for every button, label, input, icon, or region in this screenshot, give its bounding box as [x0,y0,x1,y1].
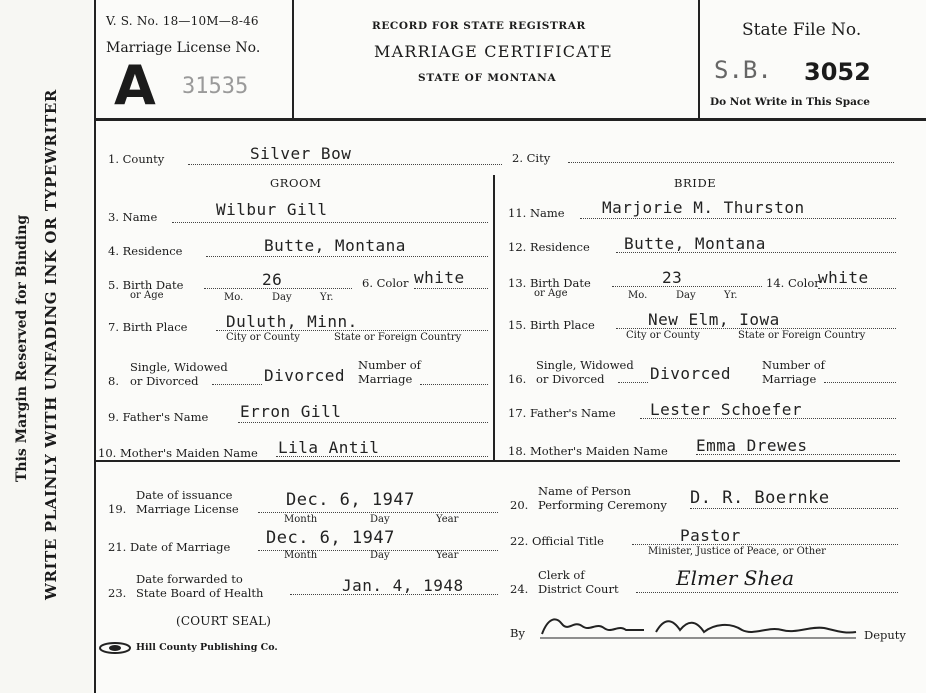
bride-residence-label: 12. Residence [508,240,590,254]
bride-residence: Butte, Montana [624,234,766,253]
groom-num-marriage-2: Marriage [358,372,413,386]
groom-swd: Divorced [264,366,346,385]
bride-yr: Yr. [724,290,738,301]
official-title-label: 22. Official Title [510,534,604,548]
groom-birth-label: 5. Birth Date [108,278,184,292]
bride-mo: Mo. [628,290,648,301]
forwarded-label-1: Date forwarded to [136,572,243,586]
by-label: By [510,626,525,640]
issuance-day: Day [370,514,390,525]
bride-swd-num: 16. [508,372,527,386]
section-divider [94,460,900,462]
header-divider-left [292,0,294,118]
center-divider [493,175,495,460]
clerk-name: Elmer Shea [676,566,795,590]
clerk-label-1: Clerk of [538,568,585,582]
groom-day: Day [272,292,292,303]
bride-birthplace-label: 15. Birth Place [508,318,595,332]
issuance-num: 19. [108,502,127,516]
vs-number: V. S. No. 18—10M—8-46 [106,14,259,28]
official-title: Pastor [680,526,741,545]
deputy-label: Deputy [864,628,906,642]
issuance-date: Dec. 6, 1947 [286,490,415,510]
groom-father: Erron Gill [240,402,342,421]
bride-father-label: 17. Father's Name [508,406,616,420]
groom-father-label: 9. Father's Name [108,410,209,424]
groom-name-label: 3. Name [108,210,158,224]
groom-yr: Yr. [320,292,334,303]
state-label: STATE OF MONTANA [418,72,557,84]
groom-heading: GROOM [270,176,322,190]
record-for-label: RECORD FOR STATE REGISTRAR [372,20,586,32]
bride-birthplace: New Elm, Iowa [648,310,780,329]
bride-city-county: City or County [626,330,700,341]
bride-num-marriage-1: Number of [762,358,825,372]
performer-num: 20. [510,498,529,512]
groom-residence: Butte, Montana [264,236,406,255]
bride-swd: Divorced [650,364,732,383]
license-letter: A [114,54,156,117]
performer-label-2: Performing Ceremony [538,498,667,512]
county-label: 1. County [108,152,165,166]
issuance-label-2: Marriage License [136,502,239,516]
bride-day: Day [676,290,696,301]
issuance-label-1: Date of issuance [136,488,233,502]
groom-color-label: 6. Color [362,276,409,290]
groom-color: white [414,268,465,287]
license-number: 31535 [182,74,249,99]
state-file-prefix: S.B. [714,56,772,84]
bride-state-country: State or Foreign Country [738,330,866,341]
groom-swd-label-2: or Divorced [130,374,199,388]
left-border [94,0,96,693]
marriage-date-label: 21. Date of Marriage [108,540,231,554]
groom-or-age: or Age [130,290,164,301]
license-label: Marriage License No. [106,40,261,56]
county-value: Silver Bow [250,144,352,163]
publisher-logo-icon [98,641,132,655]
court-seal-label: (COURT SEAL) [176,614,272,628]
publisher-mark [98,640,132,659]
instructions-text: WRITE PLAINLY WITH UNFADING INK OR TYPEWRITER [42,89,60,600]
marriage-day: Day [370,550,390,561]
groom-mother: Lila Antil [278,438,380,457]
groom-name: Wilbur Gill [216,200,328,219]
clerk-label-2: District Court [538,582,619,596]
state-file-number: 3052 [804,58,871,86]
groom-birth-value: 26 [262,270,283,289]
state-file-label: State File No. [742,20,862,40]
bride-num-marriage-2: Marriage [762,372,817,386]
marriage-year: Year [436,550,459,561]
bride-father: Lester Schoefer [650,400,802,419]
groom-swd-num: 8. [108,374,119,388]
deputy-signature [534,612,864,642]
certificate-title: MARRIAGE CERTIFICATE [374,42,613,61]
issuance-month: Month [284,514,318,525]
forwarded-label-2: State Board of Health [136,586,264,600]
issuance-year: Year [436,514,459,525]
forwarded-num: 23. [108,586,127,600]
bride-mother: Emma Drewes [696,436,808,455]
groom-mother-label: 10. Mother's Maiden Name [98,446,258,460]
bride-birth-value: 23 [662,268,683,287]
groom-birthplace-label: 7. Birth Place [108,320,188,334]
groom-num-marriage-1: Number of [358,358,421,372]
groom-mo: Mo. [224,292,244,303]
header-bottom-line [94,118,926,121]
performer-name: D. R. Boernke [690,488,830,508]
groom-residence-label: 4. Residence [108,244,183,258]
bride-birth-label: 13. Birth Date [508,276,591,290]
bride-swd-label-2: or Divorced [536,372,605,386]
binding-margin-text: This Margin Reserved for Binding [14,214,30,482]
bride-color-label: 14. Color [766,276,820,290]
groom-birthplace: Duluth, Minn. [226,312,358,331]
bride-name-label: 11. Name [508,206,565,220]
marriage-date: Dec. 6, 1947 [266,528,395,548]
city-label: 2. City [512,151,551,165]
bride-heading: BRIDE [674,176,717,190]
bride-name: Marjorie M. Thurston [602,198,805,217]
performer-label-1: Name of Person [538,484,631,498]
bride-color: white [818,268,869,287]
header-divider-right [698,0,700,118]
do-not-write-label: Do Not Write in This Space [710,96,870,108]
groom-state-country: State or Foreign Country [334,332,462,343]
official-title-note: Minister, Justice of Peace, or Other [648,546,826,557]
bride-mother-label: 18. Mother's Maiden Name [508,444,668,458]
groom-city-county: City or County [226,332,300,343]
clerk-num: 24. [510,582,529,596]
bride-or-age: or Age [534,288,568,299]
forwarded-date: Jan. 4, 1948 [342,576,464,595]
groom-swd-label-1: Single, Widowed [130,360,228,374]
marriage-month: Month [284,550,318,561]
bride-swd-label-1: Single, Widowed [536,358,634,372]
publisher-name: Hill County Publishing Co. [136,642,278,653]
